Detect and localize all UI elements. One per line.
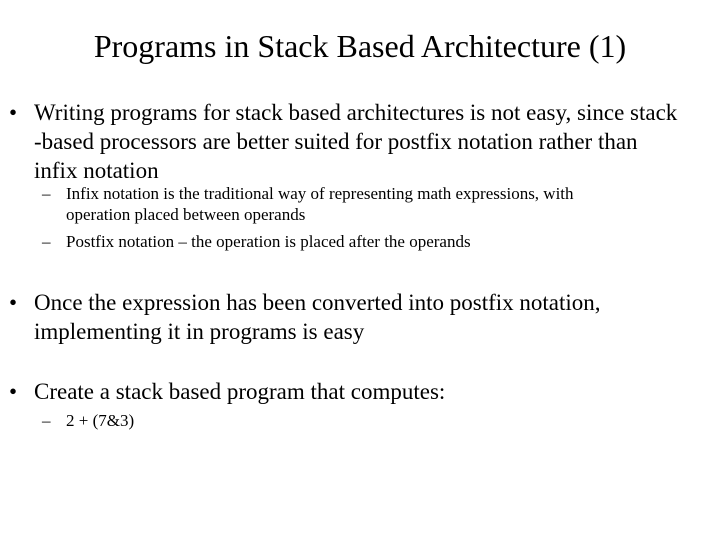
sub-bullet-marker: – [42,411,51,430]
bullet-marker: • [9,379,18,404]
sub-bullet-line: Infix notation is the traditional way of representing math expressions, with [66,184,574,203]
bullet-line: Writing programs for stack based architectures is not easy, since stack [34,100,678,125]
bullet-marker: • [9,290,18,315]
bullet-text [34,377,445,406]
bullet-line: infix notation [34,158,159,183]
bullet-line: Create a stack based program that computes: [34,379,446,404]
bullet-line: implementing it in programs is easy [34,319,365,344]
sub-bullet-text [66,410,134,431]
sub-bullet-line: Postfix notation – the operation is placed after the operands [66,232,471,251]
bullet-line: Once the expression has been converted into postfix notation, [34,290,601,315]
sub-bullet-text [66,183,574,225]
bullet-line: -based processors are better suited for postfix notation rather than [34,129,638,154]
bullet-text [34,288,601,346]
slide-title: Programs in Stack Based Architecture (1) [93,28,627,64]
sub-bullet-line: operation placed between operands [66,205,306,224]
bullet-text [34,98,677,185]
sub-bullet-text [66,231,471,252]
sub-bullet-marker: – [42,232,51,251]
sub-bullet-line: 2 + (7&3) [66,411,135,430]
sub-bullet-marker: – [42,184,51,203]
bullet-marker: • [9,100,18,125]
